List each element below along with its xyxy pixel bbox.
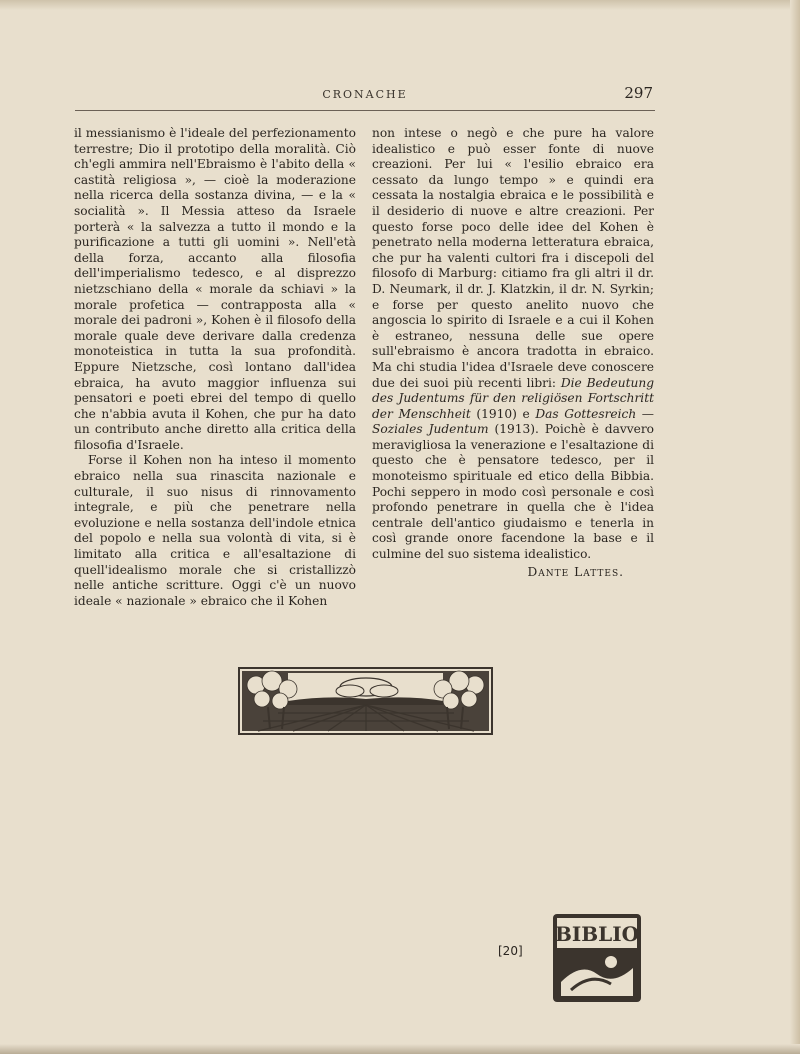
page-bottom-edge xyxy=(0,1044,800,1054)
page-number: 297 xyxy=(624,84,653,102)
book-year-1: (1910) e xyxy=(476,406,530,421)
right-column xyxy=(372,126,654,580)
book-title-1: Die Bedeutung des Judentums für den religiösen Fortschritt der Menschheit xyxy=(372,375,655,421)
left-paragraph-1: il messianismo è l'ideale del perfezionamento terrestre; Dio il prototipo della moralità. Ciò ch'egli ammira nell'Ebraismo è l'abito della « castità religiosa », — cioè la moderazione nella ricerca della sostanza divina, — e la « socialità ». Il Messia atteso da Israele porterà « la salvezza a tutto il mondo e la purificazione a tutti gli uomini ». Nell'età della forza, accanto alla filosofia dell'imperialismo tedesco, e al disprezzo nietzschiano della « morale da schiavi » la morale profetica — contrapposta alla « morale dei padroni », Kohen è il filosofo della morale quale deve derivare dalla credenza monoteistica in tutta la sua profondità. Eppure Nietzsche, così lontano dall'idea ebraica, ha avuto maggior influenza sui pensatori e poeti ebrei del tempo di quello che n'abbia avuta il Kohen, che pur ha dato un contributo anche diretto alla critica della filosofia d'Israele. xyxy=(74,126,356,452)
right-paragraph-text-2: (1913). Poichè è davvero meravigliosa la venerazione e l'esaltazione di questo che è pensatore tedesco, per il monoteismo spirituale ed etico della Bibbia. Pochi seppero in modo così personale e così profondo penetrare in quella che è l'idea centrale dell'antico giudaismo e tenerla in così grande onore facendone la base e il culmine del suo sistema idealistico. xyxy=(372,422,654,562)
left-paragraph-2: Forse il Kohen non ha inteso il momento ebraico nella sua rinascita nazionale e culturale, il suo nisus di rinnovamento integrale, e più che penetrare nella evoluzione e nella sostanza dell'indole etnica del popolo e nella sua volontà di vita, si è limitato alla critica e all'esaltazione di quell'idealismo morale che si cristallizzò nelle antiche scritture. Oggi c'è un nuovo ideale « nazionale » ebraico che il Kohen xyxy=(74,453,356,608)
page-right-edge xyxy=(790,0,800,1054)
page-top-edge xyxy=(0,0,800,10)
page-header xyxy=(75,86,655,111)
right-paragraph-text: non intese o negò e che pure ha valore idealistico e può esser fonte di nuove creazioni. Per lui « l'esilio ebraico era cessato da lungo tempo » e quindi era cessata la nostalgia ebraica e le possibilità e il desiderio di nuove e altre creazioni. Per questo forse poco delle idee del Kohen è penetrato nella moderna letteratura ebraica, che pur ha valenti cultori fra i discepoli del filosofo di Marburg: citiamo fra gli altri il dr. D. Neumark, il dr. J. Klatzkin, il dr. N. Syrkin; e forse per questo anelito nuovo che angoscia lo spirito di Israele e a cui il Kohen è estraneo, nessuna delle sue opere sull'ebraismo è ancora tradotta in ebraico. Ma chi studia l'idea d'Israele deve conoscere due dei suoi più recenti libri: xyxy=(372,126,654,390)
sheet-number: [20] xyxy=(498,944,523,958)
stamp-lettering: BIBLIO xyxy=(554,922,640,946)
library-stamp xyxy=(551,912,643,1004)
running-head: CRONACHE xyxy=(322,88,408,101)
landscape-ornament xyxy=(238,667,493,735)
left-column xyxy=(74,126,356,609)
book-title-2: Das Gottesreich — Soziales Judentum xyxy=(372,406,654,437)
right-paragraph xyxy=(372,126,654,563)
signature: Dante Lattes. xyxy=(527,564,624,579)
